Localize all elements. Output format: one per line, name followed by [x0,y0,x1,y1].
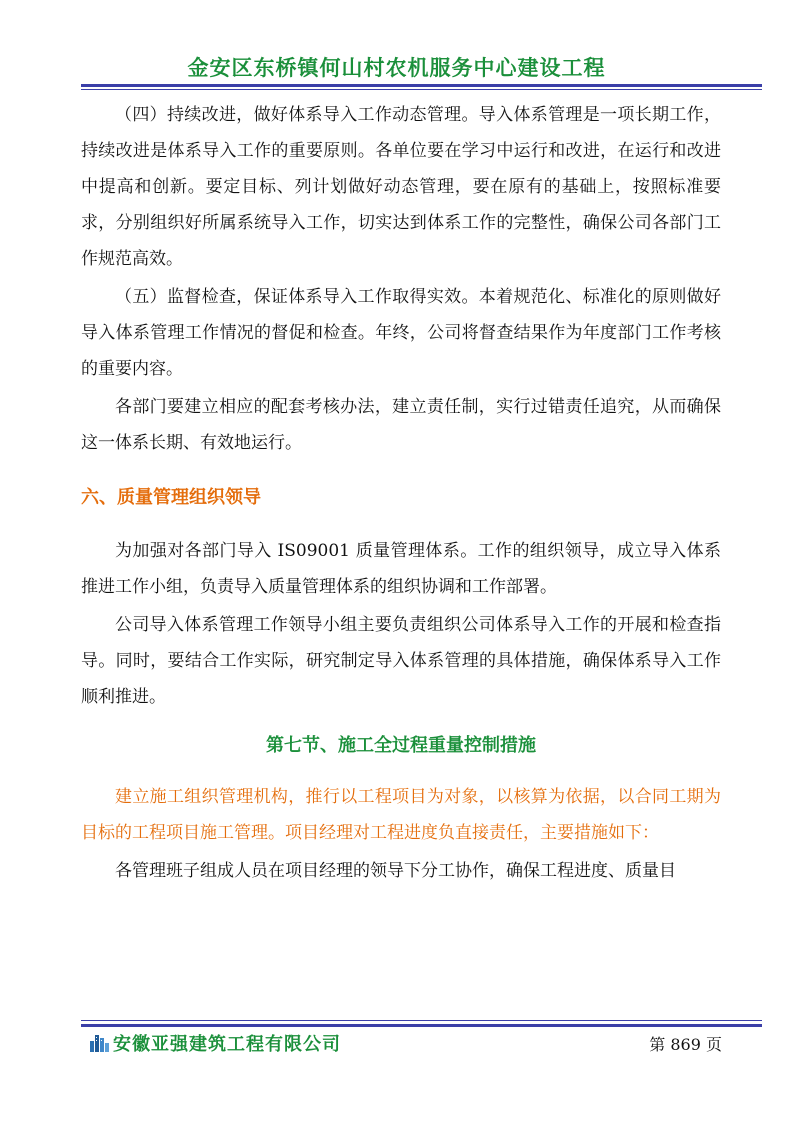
paragraph-construction-management: 建立施工组织管理机构，推行以工程项目为对象，以核算为依据，以合同工期为目标的工程项目施工管理。项目经理对工程进度负直接责任，主要措施如下： [81,787,721,843]
building-logo-icon [89,1032,111,1056]
paragraph-iso9001: 为加强对各部门导入 IS09001 质量管理体系。工作的组织领导，成立导入体系推进工作小组，负责导入质量管理体系的组织协调和工作部署。 [81,541,721,597]
footer-company-name: 安徽亚强建筑工程有限公司 [113,1034,341,1055]
footer-rule-thick [81,1024,762,1027]
document-body [81,97,721,889]
header-rule-thick [81,84,762,87]
subsection-heading-quality-control: 第七节、施工全过程重量控制措施 [266,735,536,756]
section-heading-quality-leadership: 六、质量管理组织领导 [81,487,261,508]
paragraph-supervision: （五）监督检查，保证体系导入工作取得实效。本着规范化、标准化的原则做好导入体系管理工作情况的督促和检查。年终，公司将督查结果作为年度部门工作考核的重要内容。 [81,287,721,379]
header-title: 金安区东桥镇何山村农机服务中心建设工程 [187,56,606,80]
paragraph-continuous-improvement: （四）持续改进，做好体系导入工作动态管理。导入体系管理是一项长期工作，持续改进是体系导入工作的重要原则。各单位要在学习中运行和改进，在运行和改进中提高和创新。要定目标、列计划做好动态管理，要在原有的基础上，按照标准要求，分别组织好所属系统导入工作，切实达到体系工作的完整性，确保公司各部门工作规范高效。 [81,105,721,269]
footer-rule-thin [81,1020,762,1021]
paragraph-team-collaboration: 各管理班子组成人员在项目经理的领导下分工协作，确保工程进度、质量目 [115,861,676,881]
paragraph-leadership-group: 公司导入体系管理工作领导小组主要负责组织公司体系导入工作的开展和检查指导。同时，要结合工作实际，研究制定导入体系管理的具体措施，确保体系导入工作顺利推进。 [81,615,721,707]
header-rule-thin [81,89,762,90]
page-footer [81,1030,762,1056]
paragraph-accountability: 各部门要建立相应的配套考核办法，建立责任制，实行过错责任追究，从而确保这一体系长期、有效地运行。 [81,397,721,453]
footer-page-number: 第 869 页 [649,1035,722,1054]
